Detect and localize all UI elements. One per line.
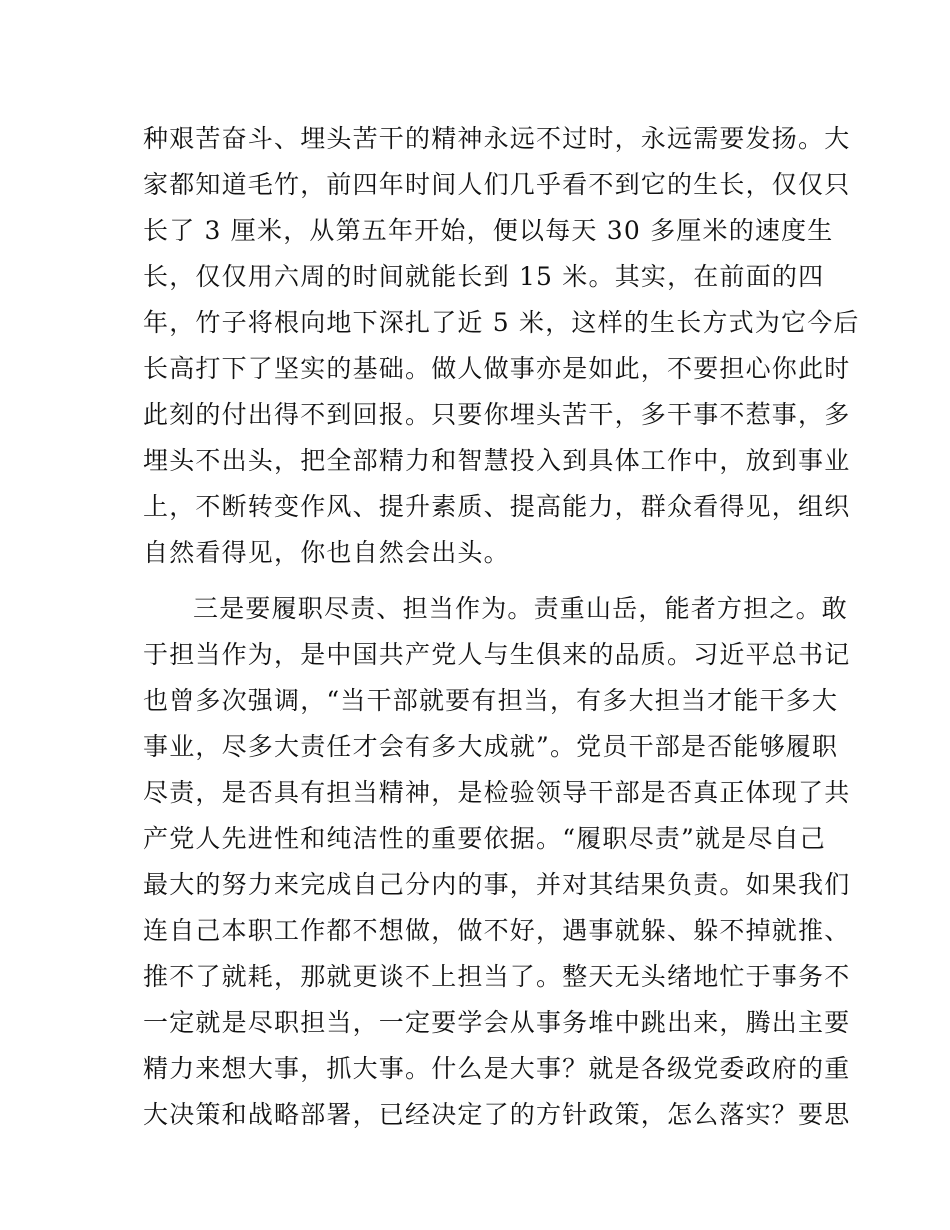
paragraph-line: 一定就是尽职担当，一定要学会从事务堆中跳出来，腾出主要 <box>143 1008 851 1037</box>
paragraph-line: 尽责，是否具有担当精神，是检验领导干部是否真正体现了共 <box>143 778 851 807</box>
paragraph-line: 家都知道毛竹，前四年时间人们几乎看不到它的生长，仅仅只 <box>143 170 851 199</box>
paragraph-line: 长了 3 厘米，从第五年开始，便以每天 30 多厘米的速度生 <box>143 216 834 245</box>
paragraph-line: 也曾多次强调，“当干部就要有担当，有多大担当才能干多大 <box>143 686 839 715</box>
paragraph-line: 事业，尽多大责任才会有多大成就”。党员干部是否能够履职 <box>143 732 839 761</box>
paragraph-line: 长高打下了坚实的基础。做人做事亦是如此，不要担心你此时 <box>143 354 851 383</box>
paragraph-line: 上，不断转变作风、提升素质、提高能力，群众看得见，组织 <box>143 492 851 521</box>
paragraph-line: 连自己本职工作都不想做，做不好，遇事就躲、躲不掉就推、 <box>143 916 851 945</box>
paragraph-line: 埋头不出头，把全部精力和智慧投入到具体工作中，放到事业 <box>143 446 851 475</box>
paragraph-line: 长，仅仅用六周的时间就能长到 15 米。其实，在前面的四 <box>143 262 825 291</box>
paragraph-line: 自然看得见，你也自然会出头。 <box>143 538 510 567</box>
paragraph-line: 年，竹子将根向地下深扎了近 5 米，这样的生长方式为它今后 <box>143 308 860 337</box>
paragraph-line: 于担当作为，是中国共产党人与生俱来的品质。习近平总书记 <box>143 640 851 669</box>
paragraph-line: 三是要履职尽责、担当作为。责重山岳，能者方担之。敢 <box>193 594 849 623</box>
paragraph-line: 种艰苦奋斗、埋头苦干的精神永远不过时，永远需要发扬。大 <box>143 124 851 153</box>
paragraph-line: 此刻的付出得不到回报。只要你埋头苦干，多干事不惹事，多 <box>143 400 851 429</box>
paragraph-line: 精力来想大事，抓大事。什么是大事？就是各级党委政府的重 <box>143 1054 851 1083</box>
paragraph-line: 推不了就耗，那就更谈不上担当了。整天无头绪地忙于事务不 <box>143 962 851 991</box>
paragraph-line: 最大的努力来完成自己分内的事，并对其结果负责。如果我们 <box>143 870 851 899</box>
paragraph-1 <box>143 116 860 576</box>
paragraph-2 <box>143 586 851 1138</box>
paragraph-line: 大决策和战略部署，已经决定了的方针政策，怎么落实？要思 <box>143 1100 851 1129</box>
paragraph-line: 产党人先进性和纯洁性的重要依据。“履职尽责”就是尽自己 <box>143 824 826 853</box>
